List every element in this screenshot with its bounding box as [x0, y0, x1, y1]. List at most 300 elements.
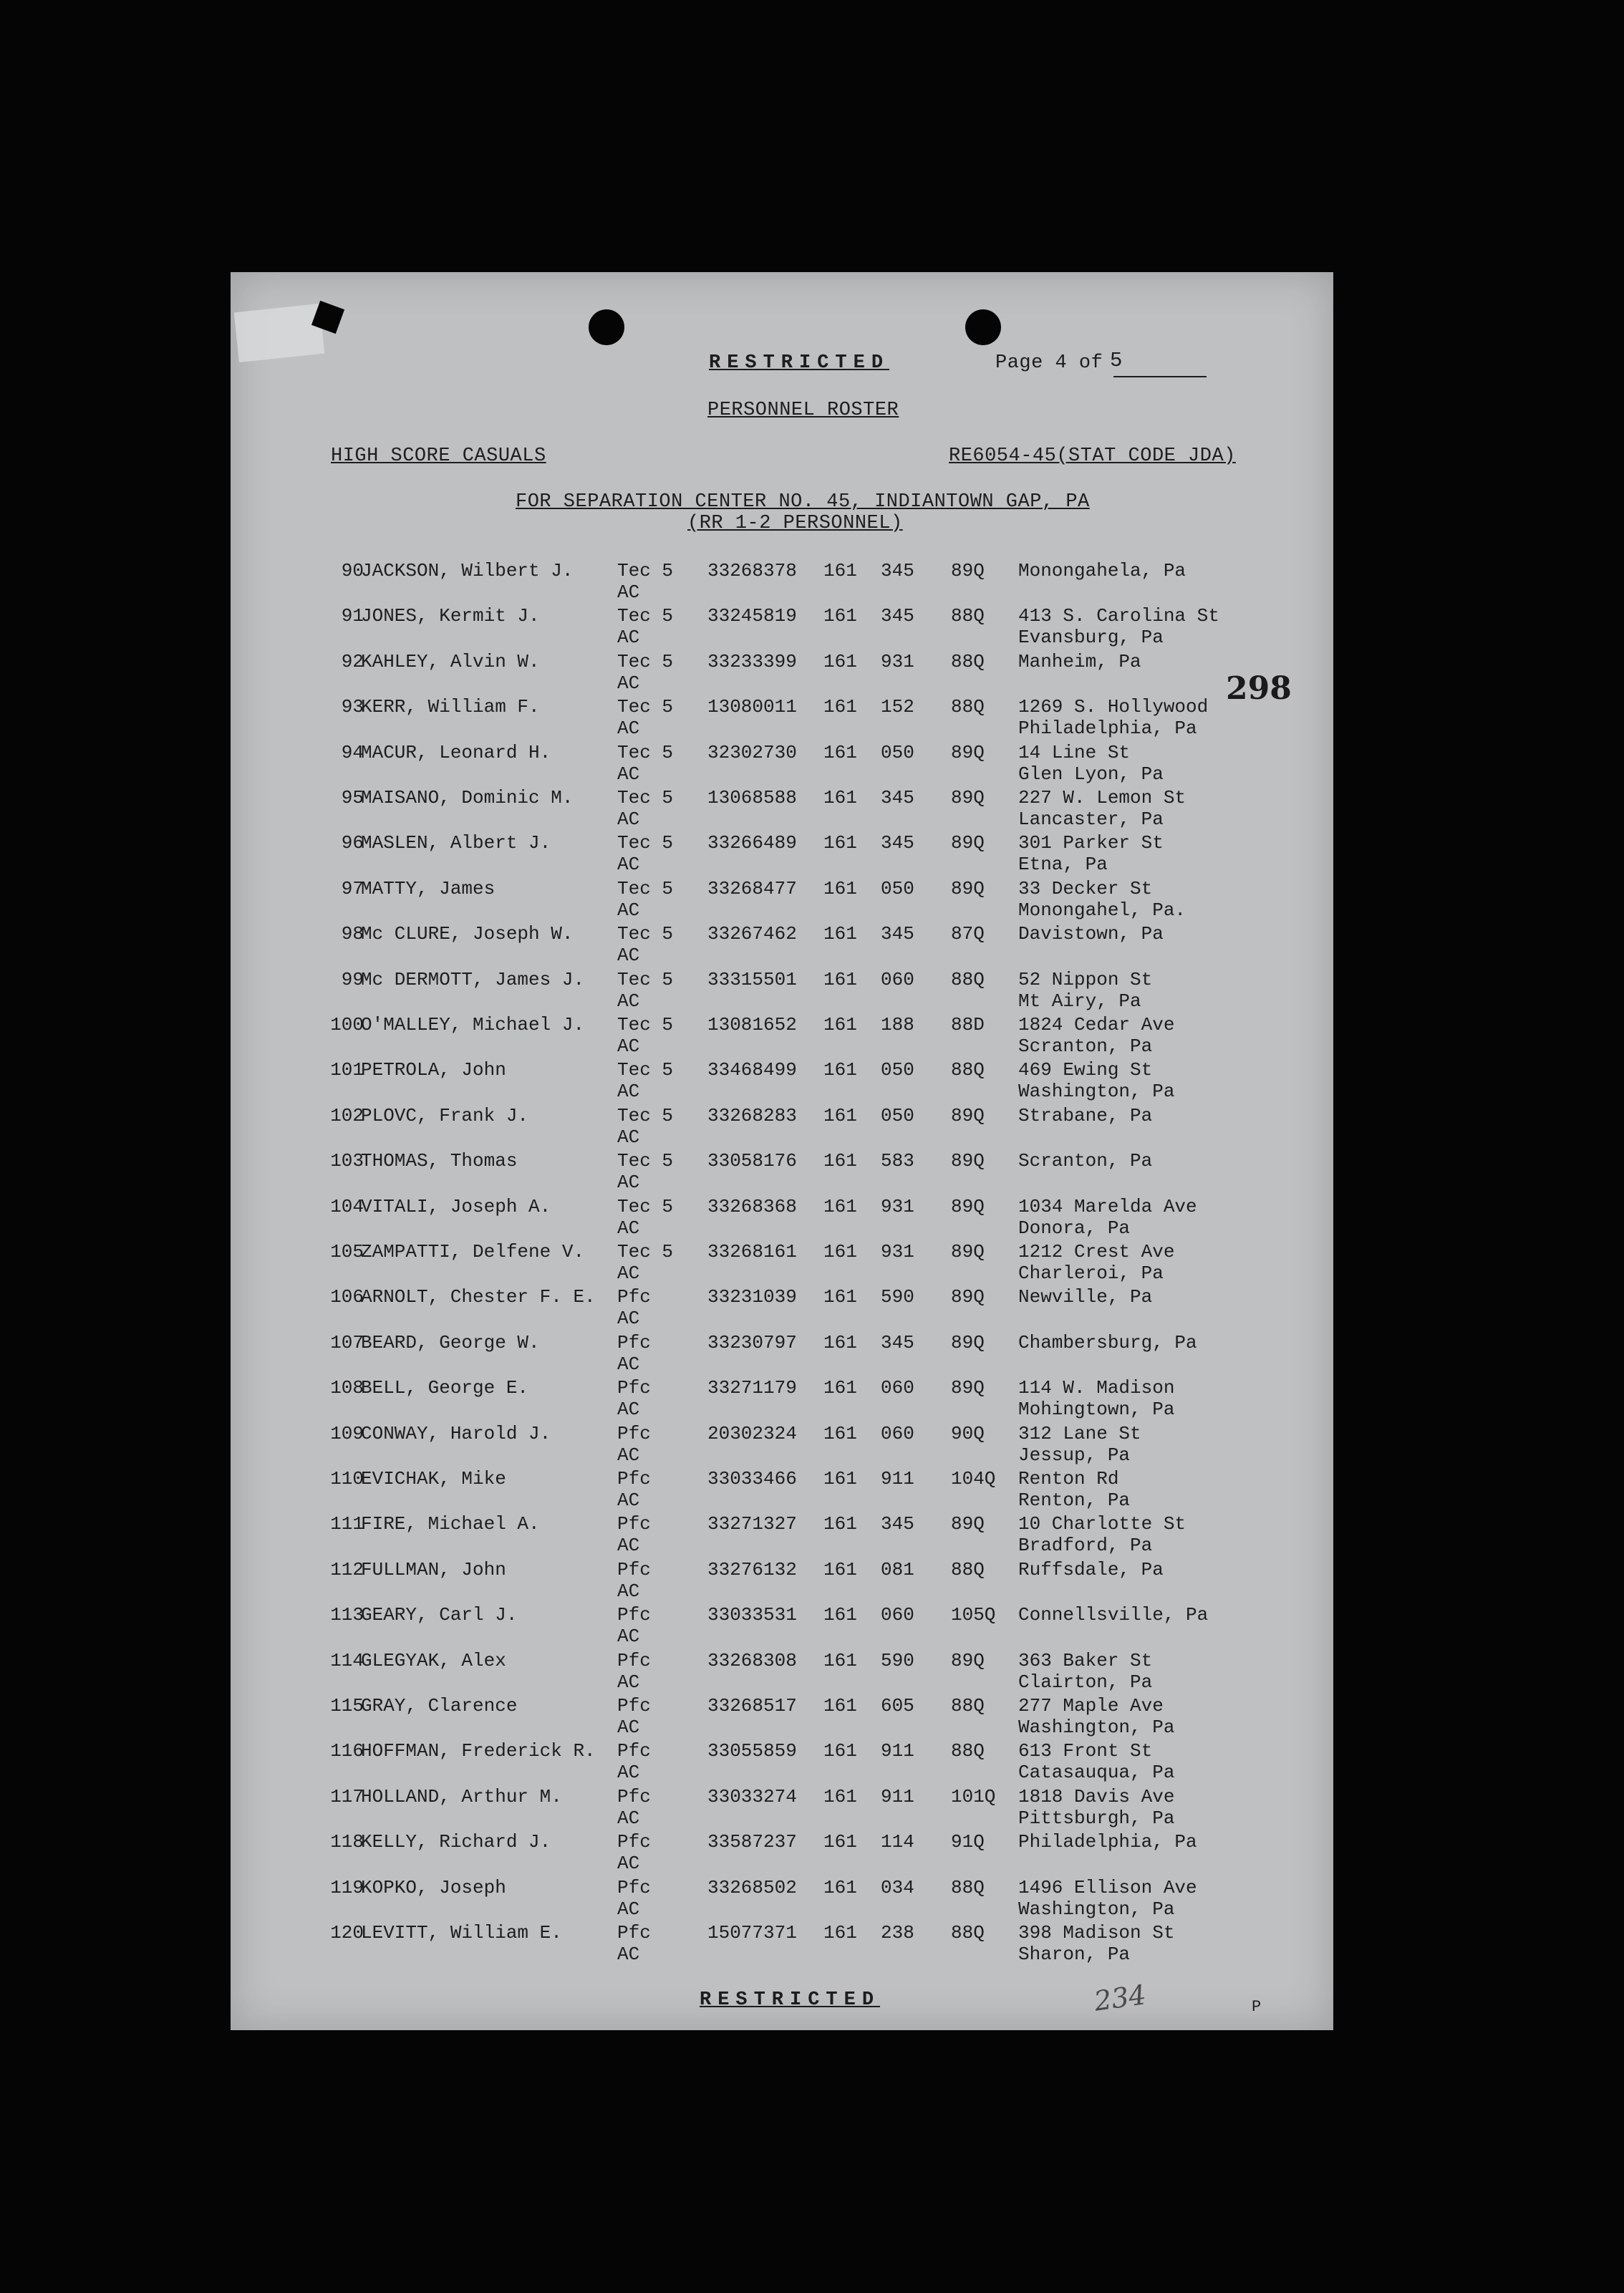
row-number: 101 — [330, 1059, 364, 1081]
grade: Pfc — [617, 1331, 651, 1353]
code-1: 161 — [823, 1014, 857, 1036]
soldier-name: Mc DERMOTT, James J. — [361, 968, 585, 990]
address-line-1: 398 Madison St — [1018, 1922, 1175, 1944]
soldier-name: FIRE, Michael A. — [361, 1513, 540, 1535]
branch: AC — [617, 1172, 640, 1194]
code-3: 89Q — [951, 1241, 985, 1263]
code-2: 931 — [881, 650, 914, 672]
grade: Pfc — [617, 1604, 651, 1626]
code-3: 88Q — [951, 968, 985, 990]
serial-number: 20302324 — [707, 1422, 797, 1444]
row-number: 93 — [341, 696, 364, 718]
branch: AC — [617, 990, 640, 1012]
code-2: 345 — [881, 832, 914, 854]
code-3: 91Q — [951, 1831, 985, 1853]
code-1: 161 — [823, 1649, 857, 1671]
row-number: 91 — [341, 605, 364, 627]
code-2: 911 — [881, 1785, 914, 1807]
branch: AC — [617, 672, 640, 694]
code-3: 101Q — [951, 1785, 996, 1807]
address-line-1: 301 Parker St — [1018, 832, 1164, 854]
code-2: 050 — [881, 741, 914, 763]
soldier-name: JONES, Kermit J. — [361, 605, 540, 627]
address-line-1: Ruffsdale, Pa — [1018, 1558, 1164, 1580]
serial-number: 33268502 — [707, 1876, 797, 1898]
code-3: 89Q — [951, 832, 985, 854]
address-line-2: Lancaster, Pa — [1018, 808, 1164, 830]
row-number: 119 — [330, 1876, 364, 1898]
branch: AC — [617, 945, 640, 967]
soldier-name: BEARD, George W. — [361, 1331, 540, 1353]
serial-number: 33033531 — [707, 1604, 797, 1626]
address-line-1: 1818 Davis Ave — [1018, 1785, 1175, 1807]
code-1: 161 — [823, 741, 857, 763]
address-line-1: 1034 Marelda Ave — [1018, 1195, 1197, 1217]
branch: AC — [617, 1580, 640, 1602]
code-3: 88Q — [951, 1740, 985, 1762]
branch: AC — [617, 1399, 640, 1421]
branch: AC — [617, 1762, 640, 1784]
address-line-2: Washington, Pa — [1018, 1081, 1175, 1103]
code-2: 060 — [881, 968, 914, 990]
grade: Pfc — [617, 1831, 651, 1853]
row-number: 116 — [330, 1740, 364, 1762]
code-3: 105Q — [951, 1604, 996, 1626]
serial-number: 33268378 — [707, 560, 797, 581]
code-3: 87Q — [951, 923, 985, 945]
address-line-2: Washington, Pa — [1018, 1898, 1175, 1920]
serial-number: 33233399 — [707, 650, 797, 672]
serial-number: 33268161 — [707, 1241, 797, 1263]
code-2: 060 — [881, 1377, 914, 1399]
serial-number: 33231039 — [707, 1286, 797, 1308]
code-1: 161 — [823, 1195, 857, 1217]
code-1: 161 — [823, 1740, 857, 1762]
soldier-name: Mc CLURE, Joseph W. — [361, 923, 574, 945]
branch: AC — [617, 1807, 640, 1829]
grade: Pfc — [617, 1558, 651, 1580]
grade: Tec 5 — [617, 1195, 674, 1217]
address-line-1: Philadelphia, Pa — [1018, 1831, 1197, 1853]
serial-number: 33230797 — [707, 1331, 797, 1353]
serial-number: 32302730 — [707, 741, 797, 763]
soldier-name: GRAY, Clarence — [361, 1695, 518, 1717]
grade: Tec 5 — [617, 832, 674, 854]
address-line-1: 10 Charlotte St — [1018, 1513, 1186, 1535]
soldier-name: MASLEN, Albert J. — [361, 832, 551, 854]
code-2: 931 — [881, 1241, 914, 1263]
address-line-2: Renton, Pa — [1018, 1490, 1131, 1511]
classification-footer: RESTRICTED — [700, 1989, 881, 2011]
row-number: 90 — [341, 560, 364, 581]
row-number: 113 — [330, 1604, 364, 1626]
code-3: 89Q — [951, 1513, 985, 1535]
grade: Tec 5 — [617, 1150, 674, 1172]
grade: Tec 5 — [617, 1104, 674, 1126]
grade: Tec 5 — [617, 968, 674, 990]
row-number: 115 — [330, 1695, 364, 1717]
serial-number: 33468499 — [707, 1059, 797, 1081]
address-line-1: 1269 S. Hollywood — [1018, 696, 1209, 718]
code-2: 931 — [881, 1195, 914, 1217]
grade: Tec 5 — [617, 923, 674, 945]
code-1: 161 — [823, 1604, 857, 1626]
serial-number: 33268517 — [707, 1695, 797, 1717]
code-1: 161 — [823, 1513, 857, 1535]
soldier-name: MAISANO, Dominic M. — [361, 787, 574, 808]
code-1: 161 — [823, 605, 857, 627]
branch: AC — [617, 1353, 640, 1375]
address-line-2: Mt Airy, Pa — [1018, 990, 1141, 1012]
serial-number: 33267462 — [707, 923, 797, 945]
address-line-2: Pittsburgh, Pa — [1018, 1807, 1175, 1829]
row-number: 111 — [330, 1513, 364, 1535]
address-line-1: 227 W. Lemon St — [1018, 787, 1186, 808]
grade: Pfc — [617, 1785, 651, 1807]
code-1: 161 — [823, 1286, 857, 1308]
code-1: 161 — [823, 1422, 857, 1444]
branch: AC — [617, 1853, 640, 1875]
soldier-name: FULLMAN, John — [361, 1558, 506, 1580]
soldier-name: ARNOLT, Chester F. E. — [361, 1286, 596, 1308]
row-number: 106 — [330, 1286, 364, 1308]
address-line-2: Monongahel, Pa. — [1018, 899, 1186, 921]
address-line-2: Scranton, Pa — [1018, 1036, 1153, 1057]
address-line-2: Clairton, Pa — [1018, 1671, 1153, 1693]
code-3: 104Q — [951, 1468, 996, 1490]
code-1: 161 — [823, 787, 857, 808]
code-2: 590 — [881, 1649, 914, 1671]
branch: AC — [617, 1944, 640, 1965]
soldier-name: KOPKO, Joseph — [361, 1876, 506, 1898]
row-number: 94 — [341, 741, 364, 763]
code-3: 89Q — [951, 1377, 985, 1399]
code-3: 89Q — [951, 1104, 985, 1126]
address-line-2: Evansburg, Pa — [1018, 627, 1164, 649]
serial-number: 33276132 — [707, 1558, 797, 1580]
punch-hole-right — [965, 309, 1001, 345]
code-2: 590 — [881, 1286, 914, 1308]
address-line-2: Charleroi, Pa — [1018, 1263, 1164, 1284]
branch: AC — [617, 1263, 640, 1284]
serial-number: 33268477 — [707, 877, 797, 899]
soldier-name: VITALI, Joseph A. — [361, 1195, 551, 1217]
code-1: 161 — [823, 1059, 857, 1081]
branch: AC — [617, 1444, 640, 1466]
branch: AC — [617, 1036, 640, 1057]
row-number: 120 — [330, 1922, 364, 1944]
address-line-2: Sharon, Pa — [1018, 1944, 1131, 1965]
code-2: 911 — [881, 1468, 914, 1490]
code-3: 90Q — [951, 1422, 985, 1444]
row-number: 103 — [330, 1150, 364, 1172]
grade: Pfc — [617, 1468, 651, 1490]
row-number: 110 — [330, 1468, 364, 1490]
address-line-1: Davistown, Pa — [1018, 923, 1164, 945]
serial-number: 33058176 — [707, 1150, 797, 1172]
address-line-1: 469 Ewing St — [1018, 1059, 1153, 1081]
code-2: 060 — [881, 1422, 914, 1444]
code-1: 161 — [823, 923, 857, 945]
address-line-1: Scranton, Pa — [1018, 1150, 1153, 1172]
pencil-annotation: 234 — [1092, 1979, 1149, 2017]
address-line-1: Newville, Pa — [1018, 1286, 1153, 1308]
grade: Tec 5 — [617, 787, 674, 808]
serial-number: 33587237 — [707, 1831, 797, 1853]
row-number: 107 — [330, 1331, 364, 1353]
serial-number: 33266489 — [707, 832, 797, 854]
branch: AC — [617, 899, 640, 921]
grade: Tec 5 — [617, 1014, 674, 1036]
code-2: 345 — [881, 923, 914, 945]
code-1: 161 — [823, 650, 857, 672]
soldier-name: O'MALLEY, Michael J. — [361, 1014, 585, 1036]
reference-code: RE6054-45(STAT CODE JDA) — [949, 445, 1236, 467]
grade: Pfc — [617, 1286, 651, 1308]
branch: AC — [617, 1081, 640, 1103]
branch: AC — [617, 627, 640, 649]
code-2: 345 — [881, 1331, 914, 1353]
code-3: 88Q — [951, 1695, 985, 1717]
grade: Pfc — [617, 1922, 651, 1944]
code-2: 583 — [881, 1150, 914, 1172]
branch: AC — [617, 854, 640, 876]
code-1: 161 — [823, 1831, 857, 1853]
serial-number: 33033274 — [707, 1785, 797, 1807]
code-3: 88D — [951, 1014, 985, 1036]
soldier-name: PETROLA, John — [361, 1059, 506, 1081]
code-2: 050 — [881, 1104, 914, 1126]
grade: Tec 5 — [617, 1241, 674, 1263]
code-1: 161 — [823, 696, 857, 718]
serial-number: 33271179 — [707, 1377, 797, 1399]
code-1: 161 — [823, 1377, 857, 1399]
branch: AC — [617, 808, 640, 830]
branch: AC — [617, 1626, 640, 1648]
serial-number: 33055859 — [707, 1740, 797, 1762]
code-1: 161 — [823, 1876, 857, 1898]
soldier-name: MATTY, James — [361, 877, 496, 899]
code-2: 034 — [881, 1876, 914, 1898]
page-underline — [1113, 376, 1207, 377]
serial-number: 33315501 — [707, 968, 797, 990]
soldier-name: KELLY, Richard J. — [361, 1831, 551, 1853]
address-line-2: Mohingtown, Pa — [1018, 1399, 1175, 1421]
address-line-1: Renton Rd — [1018, 1468, 1119, 1490]
address-line-1: 613 Front St — [1018, 1740, 1153, 1762]
code-1: 161 — [823, 1241, 857, 1263]
grade: Pfc — [617, 1377, 651, 1399]
address-line-1: 1824 Cedar Ave — [1018, 1014, 1175, 1036]
code-3: 89Q — [951, 560, 985, 581]
code-3: 89Q — [951, 1286, 985, 1308]
branch: AC — [617, 1308, 640, 1330]
code-3: 89Q — [951, 1195, 985, 1217]
branch: AC — [617, 1671, 640, 1693]
grade: Pfc — [617, 1513, 651, 1535]
code-3: 89Q — [951, 1150, 985, 1172]
address-line-1: Chambersburg, Pa — [1018, 1331, 1197, 1353]
code-3: 88Q — [951, 1059, 985, 1081]
code-1: 161 — [823, 1331, 857, 1353]
serial-number: 33245819 — [707, 605, 797, 627]
code-2: 238 — [881, 1922, 914, 1944]
code-2: 605 — [881, 1695, 914, 1717]
row-number: 117 — [330, 1785, 364, 1807]
code-3: 89Q — [951, 877, 985, 899]
soldier-name: KAHLEY, Alvin W. — [361, 650, 540, 672]
grade: Pfc — [617, 1649, 651, 1671]
address-line-2: Philadelphia, Pa — [1018, 718, 1197, 740]
address-line-2: Donora, Pa — [1018, 1217, 1131, 1239]
stamped-number: 298 — [1226, 670, 1292, 707]
serial-number: 13068588 — [707, 787, 797, 808]
row-number: 104 — [330, 1195, 364, 1217]
branch: AC — [617, 718, 640, 740]
code-3: 88Q — [951, 1922, 985, 1944]
code-1: 161 — [823, 1558, 857, 1580]
grade: Pfc — [617, 1695, 651, 1717]
address-line-2: Jessup, Pa — [1018, 1444, 1131, 1466]
serial-number: 13081652 — [707, 1014, 797, 1036]
punch-hole-left — [589, 309, 624, 345]
code-2: 345 — [881, 560, 914, 581]
soldier-name: MACUR, Leonard H. — [361, 741, 551, 763]
branch: AC — [617, 1898, 640, 1920]
serial-number: 13080011 — [707, 696, 797, 718]
soldier-name: HOFFMAN, Frederick R. — [361, 1740, 596, 1762]
soldier-name: LEVITT, William E. — [361, 1922, 562, 1944]
group-heading: HIGH SCORE CASUALS — [331, 445, 546, 467]
address-line-1: 312 Lane St — [1018, 1422, 1141, 1444]
soldier-name: CONWAY, Harold J. — [361, 1422, 551, 1444]
code-3: 89Q — [951, 787, 985, 808]
row-number: 112 — [330, 1558, 364, 1580]
row-number: 118 — [330, 1831, 364, 1853]
row-number: 95 — [341, 787, 364, 808]
grade: Tec 5 — [617, 741, 674, 763]
address-line-1: 52 Nippon St — [1018, 968, 1153, 990]
address-line-2: Etna, Pa — [1018, 854, 1108, 876]
branch: AC — [617, 1535, 640, 1557]
address-line-1: Connellsville, Pa — [1018, 1604, 1209, 1626]
address-line-2: Washington, Pa — [1018, 1717, 1175, 1738]
code-2: 050 — [881, 877, 914, 899]
personnel-category-line: (RR 1-2 PERSONNEL) — [687, 513, 903, 534]
code-3: 89Q — [951, 1649, 985, 1671]
soldier-name: HOLLAND, Arthur M. — [361, 1785, 562, 1807]
row-number: 92 — [341, 650, 364, 672]
serial-number: 15077371 — [707, 1922, 797, 1944]
serial-number: 33268368 — [707, 1195, 797, 1217]
code-3: 89Q — [951, 741, 985, 763]
serial-number: 33268283 — [707, 1104, 797, 1126]
address-line-1: 1212 Crest Ave — [1018, 1241, 1175, 1263]
branch: AC — [617, 1490, 640, 1511]
row-number: 97 — [341, 877, 364, 899]
grade: Tec 5 — [617, 877, 674, 899]
grade: Tec 5 — [617, 650, 674, 672]
branch: AC — [617, 1217, 640, 1239]
row-number: 109 — [330, 1422, 364, 1444]
row-number: 114 — [330, 1649, 364, 1671]
code-2: 345 — [881, 605, 914, 627]
code-2: 345 — [881, 787, 914, 808]
soldier-name: BELL, George E. — [361, 1377, 529, 1399]
address-line-1: 413 S. Carolina St — [1018, 605, 1219, 627]
soldier-name: GLEGYAK, Alex — [361, 1649, 506, 1671]
code-2: 050 — [881, 1059, 914, 1081]
address-line-1: Strabane, Pa — [1018, 1104, 1153, 1126]
code-2: 911 — [881, 1740, 914, 1762]
address-line-1: 277 Maple Ave — [1018, 1695, 1164, 1717]
row-number: 102 — [330, 1104, 364, 1126]
code-3: 88Q — [951, 696, 985, 718]
address-line-2: Glen Lyon, Pa — [1018, 763, 1164, 785]
code-3: 88Q — [951, 605, 985, 627]
grade: Pfc — [617, 1422, 651, 1444]
code-1: 161 — [823, 1922, 857, 1944]
code-2: 345 — [881, 1513, 914, 1535]
code-1: 161 — [823, 1468, 857, 1490]
code-2: 188 — [881, 1014, 914, 1036]
code-1: 161 — [823, 968, 857, 990]
branch: AC — [617, 581, 640, 603]
corner-mark: P — [1252, 1998, 1262, 2016]
row-number: 100 — [330, 1014, 364, 1036]
page-total: 5 — [1110, 349, 1123, 372]
address-line-1: 1496 Ellison Ave — [1018, 1876, 1197, 1898]
soldier-name: EVICHAK, Mike — [361, 1468, 506, 1490]
code-1: 161 — [823, 1785, 857, 1807]
torn-corner — [234, 304, 325, 362]
address-line-1: 114 W. Madison — [1018, 1377, 1175, 1399]
grade: Pfc — [617, 1740, 651, 1762]
roster-title: PERSONNEL ROSTER — [707, 400, 899, 421]
address-line-1: Monongahela, Pa — [1018, 560, 1186, 581]
soldier-name: GEARY, Carl J. — [361, 1604, 518, 1626]
branch: AC — [617, 1126, 640, 1148]
code-2: 060 — [881, 1604, 914, 1626]
branch: AC — [617, 763, 640, 785]
grade: Tec 5 — [617, 1059, 674, 1081]
soldier-name: KERR, William F. — [361, 696, 540, 718]
soldier-name: PLOVC, Frank J. — [361, 1104, 529, 1126]
row-number: 105 — [330, 1241, 364, 1263]
address-line-2: Bradford, Pa — [1018, 1535, 1153, 1557]
serial-number: 33268308 — [707, 1649, 797, 1671]
code-2: 152 — [881, 696, 914, 718]
grade: Pfc — [617, 1876, 651, 1898]
row-number: 98 — [341, 923, 364, 945]
code-3: 88Q — [951, 1876, 985, 1898]
address-line-1: 363 Baker St — [1018, 1649, 1153, 1671]
serial-number: 33033466 — [707, 1468, 797, 1490]
address-line-2: Catasauqua, Pa — [1018, 1762, 1175, 1784]
code-1: 161 — [823, 832, 857, 854]
row-number: 99 — [341, 968, 364, 990]
code-2: 081 — [881, 1558, 914, 1580]
row-number: 108 — [330, 1377, 364, 1399]
grade: Tec 5 — [617, 560, 674, 581]
soldier-name: ZAMPATTI, Delfene V. — [361, 1241, 585, 1263]
classification-header: RESTRICTED — [709, 352, 890, 374]
code-1: 161 — [823, 560, 857, 581]
code-1: 161 — [823, 1150, 857, 1172]
code-3: 89Q — [951, 1331, 985, 1353]
code-1: 161 — [823, 1104, 857, 1126]
serial-number: 33271327 — [707, 1513, 797, 1535]
